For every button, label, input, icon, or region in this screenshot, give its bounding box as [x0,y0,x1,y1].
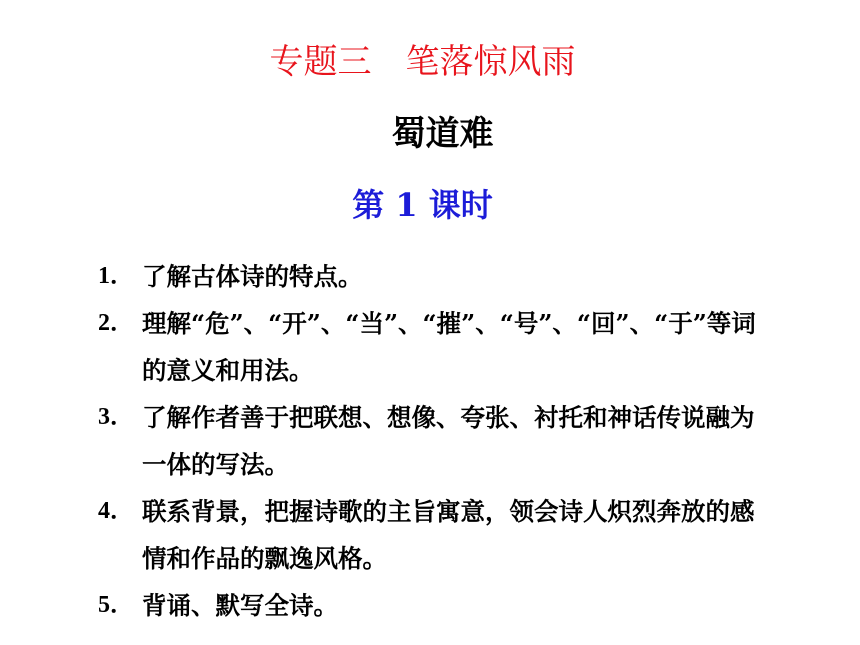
objective-number: 5． [98,592,134,618]
objective-item-3 [98,394,758,488]
lesson-title: 蜀道难 [391,114,494,154]
objective-text: 了解作者善于把联想、想像、夸张、衬托和神话传说融为一体的写法。 [142,403,755,479]
objective-number: 1． [98,263,134,289]
objective-text: 理解“危”、“开”、“当”、“摧”、“号”、“回”、“于”等词的意义和用法。 [142,309,756,385]
objective-number: 4． [98,498,134,524]
learning-objectives-list [98,253,758,629]
objective-number: 2． [98,310,134,336]
objective-item-5 [98,582,758,629]
objective-item-2 [98,300,758,394]
topic-title: 专题三 笔落惊风雨 [269,42,576,82]
objective-item-4 [98,488,758,582]
session-title: 第 1 课时 [352,186,493,224]
objective-text: 背诵、默写全诗。 [142,591,338,620]
objective-text: 了解古体诗的特点。 [142,262,363,291]
objective-number: 3． [98,404,134,430]
objective-text: 联系背景，把握诗歌的主旨寓意，领会诗人炽烈奔放的感情和作品的飘逸风格。 [142,497,755,573]
objective-item-1 [98,253,758,300]
